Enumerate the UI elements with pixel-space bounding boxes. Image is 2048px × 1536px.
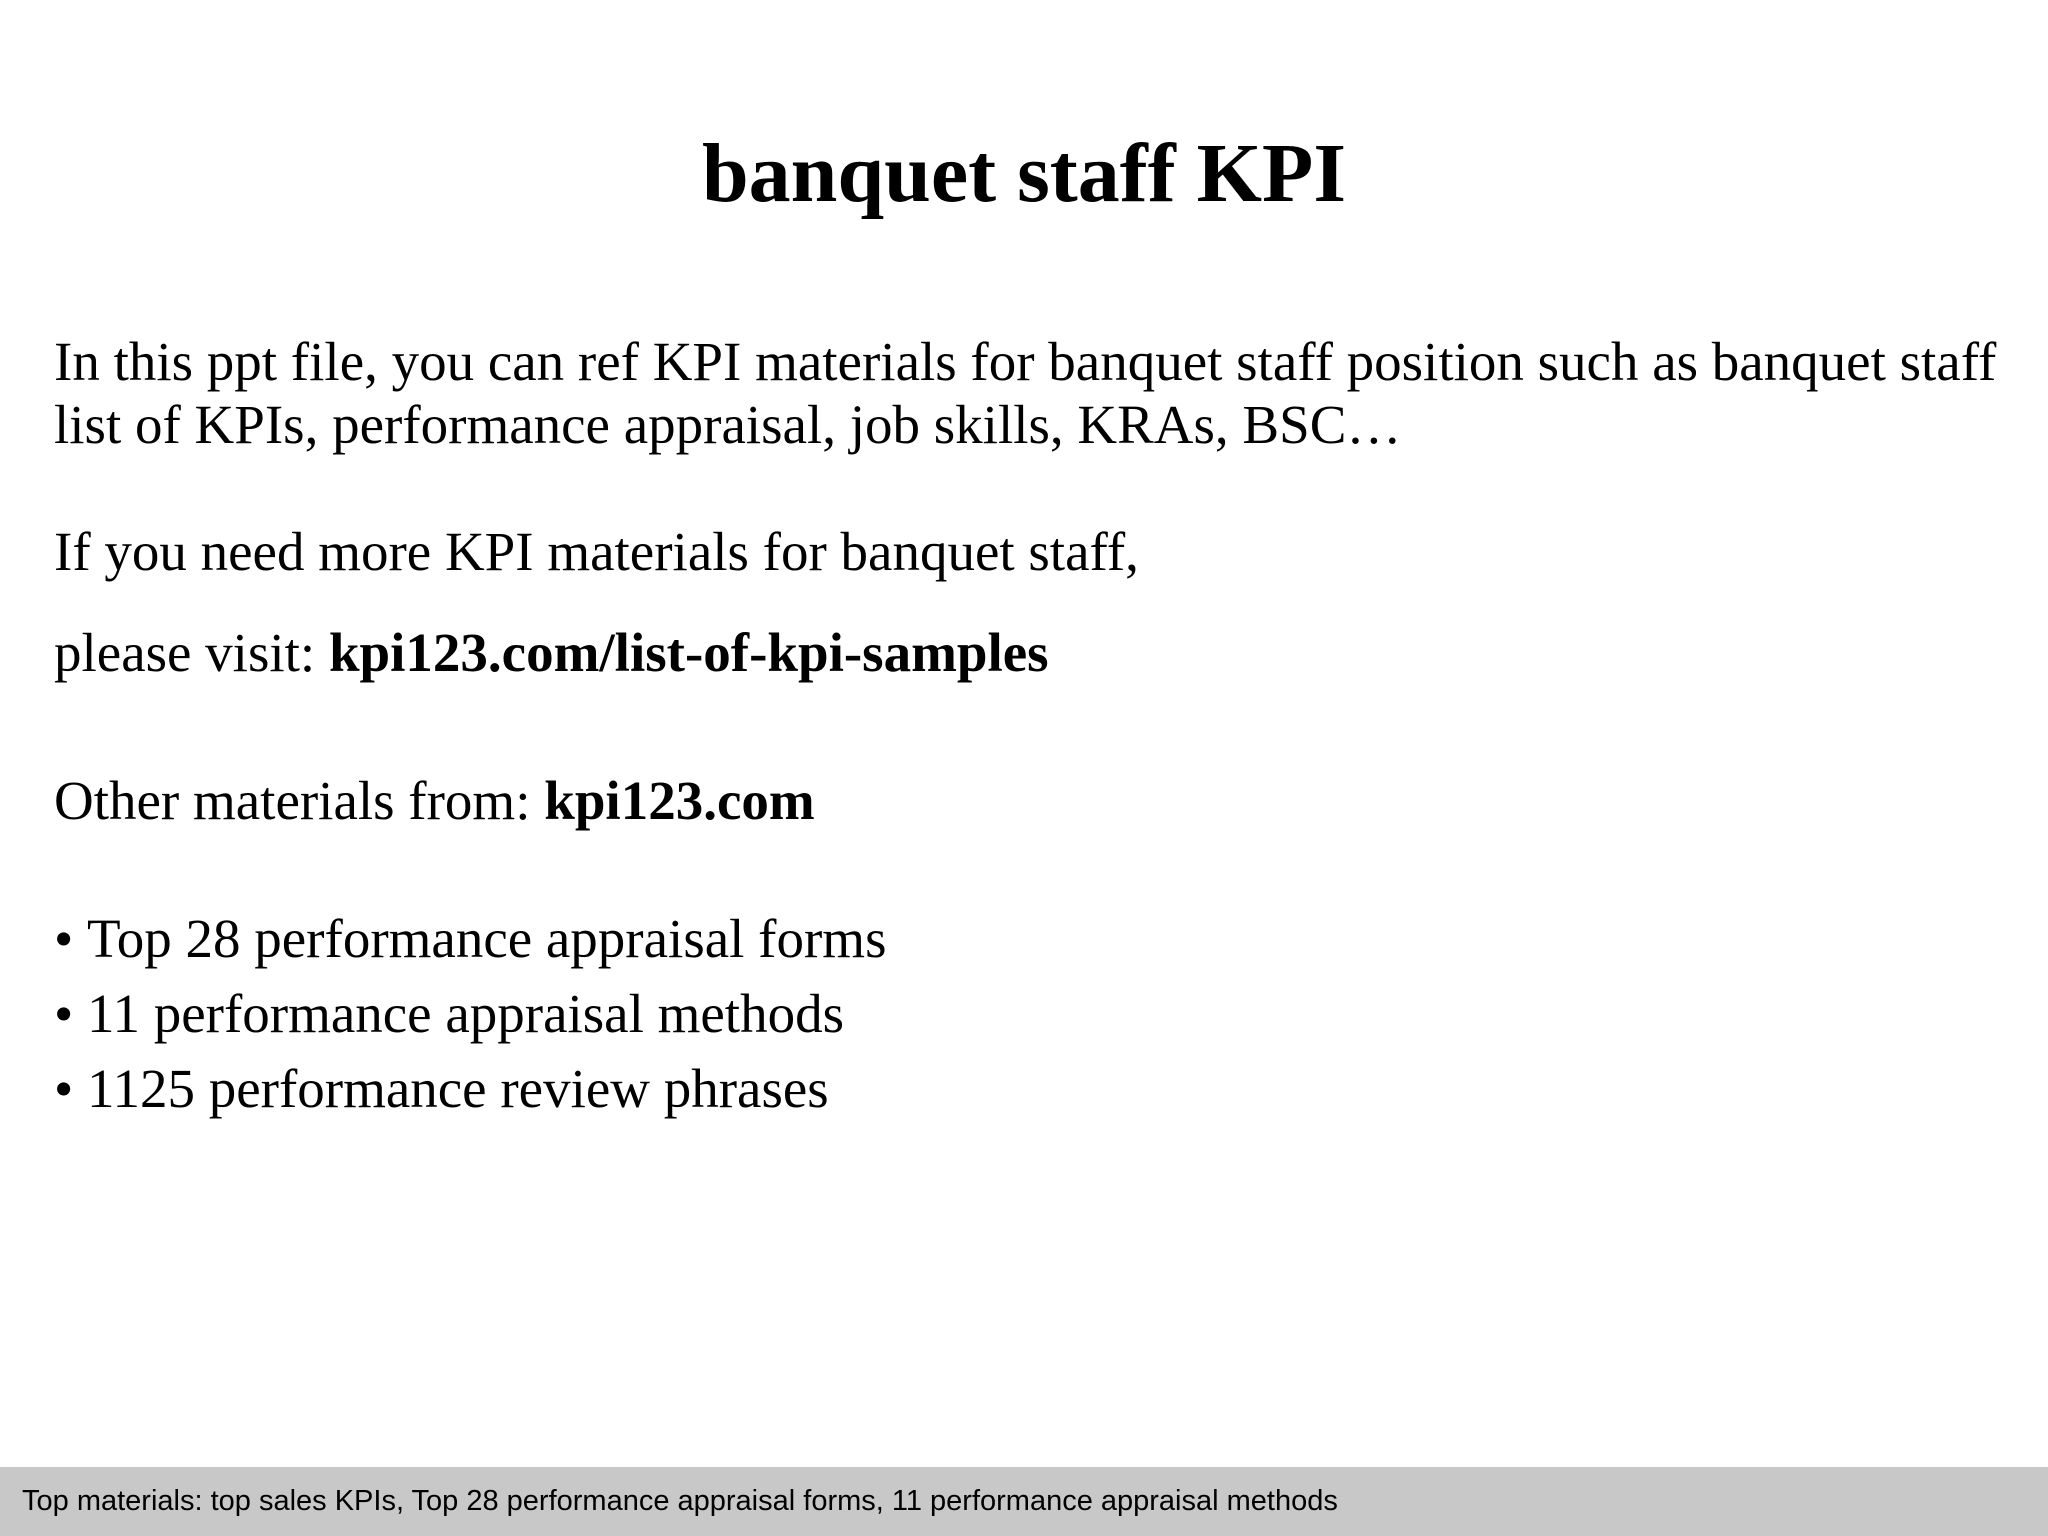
bullet-icon: •: [54, 908, 74, 969]
other-label: Other materials from:: [54, 770, 545, 831]
list-item-text: 1125 performance review phrases: [87, 1058, 829, 1119]
intro-paragraph: In this ppt file, you can ref KPI materials for banquet staff position such as banquet staff list of KPIs, performance appraisal, job skills, KRAs, BSC…: [54, 331, 1997, 455]
footer-bar: [0, 1467, 2048, 1536]
bullet-icon: •: [54, 983, 74, 1044]
slide-title: banquet staff KPI: [701, 127, 1347, 220]
list-item: [54, 1057, 2014, 1120]
kpi-samples-link[interactable]: kpi123.com/list-of-kpi-samples: [328, 622, 1049, 683]
bullet-icon: •: [54, 1058, 74, 1119]
materials-list: [54, 907, 2014, 1120]
other-materials-line: [54, 769, 2014, 832]
need-more-text: If you need more KPI materials for banquet staff,: [54, 521, 1139, 582]
visit-line: [54, 621, 2014, 684]
footer-text: Top materials: top sales KPIs, Top 28 performance appraisal forms, 11 performance appraisal methods: [22, 1485, 1338, 1517]
kpi123-link[interactable]: kpi123.com: [544, 770, 815, 831]
visit-label: please visit:: [54, 622, 329, 683]
list-item: [54, 907, 2014, 970]
list-item-text: Top 28 performance appraisal forms: [87, 908, 887, 969]
list-item: [54, 982, 2014, 1045]
list-item-text: 11 performance appraisal methods: [87, 983, 844, 1044]
slide-body: [54, 330, 2014, 1132]
